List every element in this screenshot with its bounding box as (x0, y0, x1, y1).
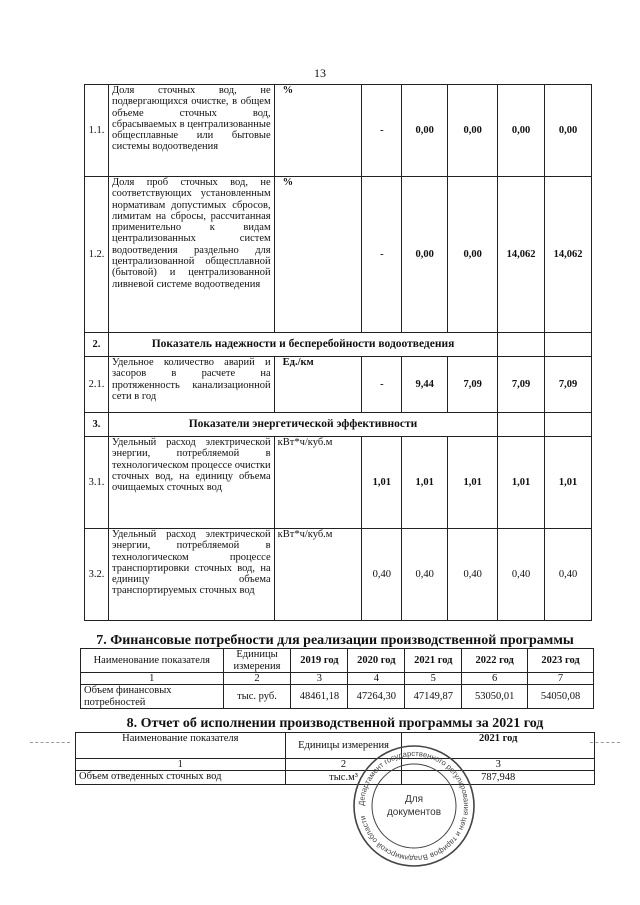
empty-cell (498, 413, 545, 437)
value-cell: 0,40 (362, 529, 402, 621)
empty-cell (498, 333, 545, 357)
row-number: 3.1. (85, 437, 109, 529)
value-cell: 1,01 (402, 437, 448, 529)
indicators-table (84, 84, 592, 621)
value-cell: 0,00 (402, 177, 448, 333)
column-number: 3 (291, 673, 348, 685)
row-number: 3.2. (85, 529, 109, 621)
column-number: 1 (81, 673, 224, 685)
value-cell: - (362, 85, 402, 177)
indicator-unit: кВт*ч/куб.м (274, 529, 362, 621)
section-title: Показатели энергетической эффективности (108, 413, 497, 437)
value-cell: 787,948 (402, 771, 595, 785)
row-number: 1.1. (85, 85, 109, 177)
column-header: Наименование показателя (81, 649, 224, 673)
value-cell: 54050,08 (528, 685, 594, 709)
column-header: Единицы измерения (223, 649, 291, 673)
value-cell: 1,01 (545, 437, 592, 529)
official-stamp (350, 742, 478, 870)
value-cell: 48461,18 (291, 685, 348, 709)
row-number: 1.2. (85, 177, 109, 333)
value-cell: 7,09 (498, 357, 545, 413)
column-number: 6 (462, 673, 528, 685)
stamp-center-text: Для (404, 794, 424, 805)
indicator-unit: Ед./км (274, 357, 362, 413)
empty-cell (545, 413, 592, 437)
table-row (85, 85, 592, 177)
section-7-heading: 7. Финансовые потребности для реализации производственной программы (96, 633, 574, 648)
column-number: 2 (285, 759, 402, 771)
value-cell: 1,01 (498, 437, 545, 529)
unit-cell: тыс. руб. (223, 685, 291, 709)
value-cell: 0,40 (498, 529, 545, 621)
section-number: 3. (85, 413, 109, 437)
column-number: 5 (405, 673, 462, 685)
value-cell: 47149,87 (405, 685, 462, 709)
indicator-name: Удельное количество аварий и засоров в расчете на протяженность канализационной сети в год (108, 357, 274, 413)
value-cell: 7,09 (545, 357, 592, 413)
column-number: 4 (348, 673, 405, 685)
table-row (85, 437, 592, 529)
column-header: Наименование показателя (76, 733, 286, 759)
indicator-unit: % (274, 177, 362, 333)
value-cell: 47264,30 (348, 685, 405, 709)
page-number: 13 (314, 66, 326, 80)
table-row (85, 357, 592, 413)
table-row (81, 685, 594, 709)
section-number: 2. (85, 333, 109, 357)
column-header: 2021 год (405, 649, 462, 673)
value-cell: 0,40 (402, 529, 448, 621)
financial-needs-table (80, 648, 594, 709)
stamp-center-text: документов (386, 807, 442, 818)
table-header-row (76, 733, 595, 759)
value-cell: 0,00 (498, 85, 545, 177)
indicator-name: Удельный расход электрической энергии, потребляемой в технологическом процессе очистки сточных вод, на единицу объема очищаемых сточных вод (108, 437, 274, 529)
value-cell: - (362, 357, 402, 413)
section-header-row (85, 413, 592, 437)
indicator-name: Удельный расход электрической энергии, потребляемой в технологическом процессе транспортировки сточных вод, на единицу объема транспортируемых сточных вод (108, 529, 274, 621)
value-cell: 0,00 (402, 85, 448, 177)
column-number: 7 (528, 673, 594, 685)
table-row (85, 177, 592, 333)
stamp-ring-text: Департамент государственного регулирования цен и тарифов Владимирской области (356, 748, 472, 864)
row-number: 2.1. (85, 357, 109, 413)
value-cell: 1,01 (362, 437, 402, 529)
table-header-row (81, 649, 594, 673)
indicator-name: Доля проб сточных вод, не соответствующих установленным нормативам допустимых сбросов, лимитам на сбросы, рассчитанная применительно к видам централизованных систем водоотведения раздельно для централизованной общесплавной (бытовой) и централизованной ливневой системе водоотведения (108, 177, 274, 333)
column-number-row (76, 759, 595, 771)
value-cell: 9,44 (402, 357, 448, 413)
value-cell: 1,01 (448, 437, 498, 529)
column-header: 2022 год (462, 649, 528, 673)
column-number: 1 (76, 759, 286, 771)
value-cell: 0,00 (545, 85, 592, 177)
value-cell: 0,00 (448, 85, 498, 177)
value-cell: 0,40 (545, 529, 592, 621)
table-row (85, 529, 592, 621)
column-number: 3 (402, 759, 595, 771)
value-cell: 14,062 (545, 177, 592, 333)
column-number: 2 (223, 673, 291, 685)
value-cell: 7,09 (448, 357, 498, 413)
indicator-name: Объем финансовых потребностей (81, 685, 224, 709)
indicator-unit: % (274, 85, 362, 177)
divider (30, 742, 70, 743)
column-header: Единицы измерения (285, 733, 402, 759)
column-header: 2019 год (291, 649, 348, 673)
table-row (76, 771, 595, 785)
section-title: Показатель надежности и бесперебойности водоотведения (108, 333, 497, 357)
value-cell: 53050,01 (462, 685, 528, 709)
column-header: 2021 год (402, 733, 595, 759)
unit-cell: тыс.м³ (285, 771, 402, 785)
value-cell: 14,062 (498, 177, 545, 333)
column-header: 2020 год (348, 649, 405, 673)
column-number-row (81, 673, 594, 685)
value-cell: 0,00 (448, 177, 498, 333)
value-cell: 0,40 (448, 529, 498, 621)
section-header-row (85, 333, 592, 357)
empty-cell (545, 333, 592, 357)
column-header: 2023 год (528, 649, 594, 673)
indicator-unit: кВт*ч/куб.м (274, 437, 362, 529)
value-cell: - (362, 177, 402, 333)
section-8-heading: 8. Отчет об исполнении производственной программы за 2021 год (126, 716, 544, 731)
indicator-name: Доля сточных вод, не подвергающихся очистке, в общем объеме сточных вод, сбрасываемых в централизованные общесплавные или бытовые системы водоотведения (108, 85, 274, 177)
indicator-name: Объем отведенных сточных вод (76, 771, 286, 785)
program-report-table (75, 732, 595, 785)
